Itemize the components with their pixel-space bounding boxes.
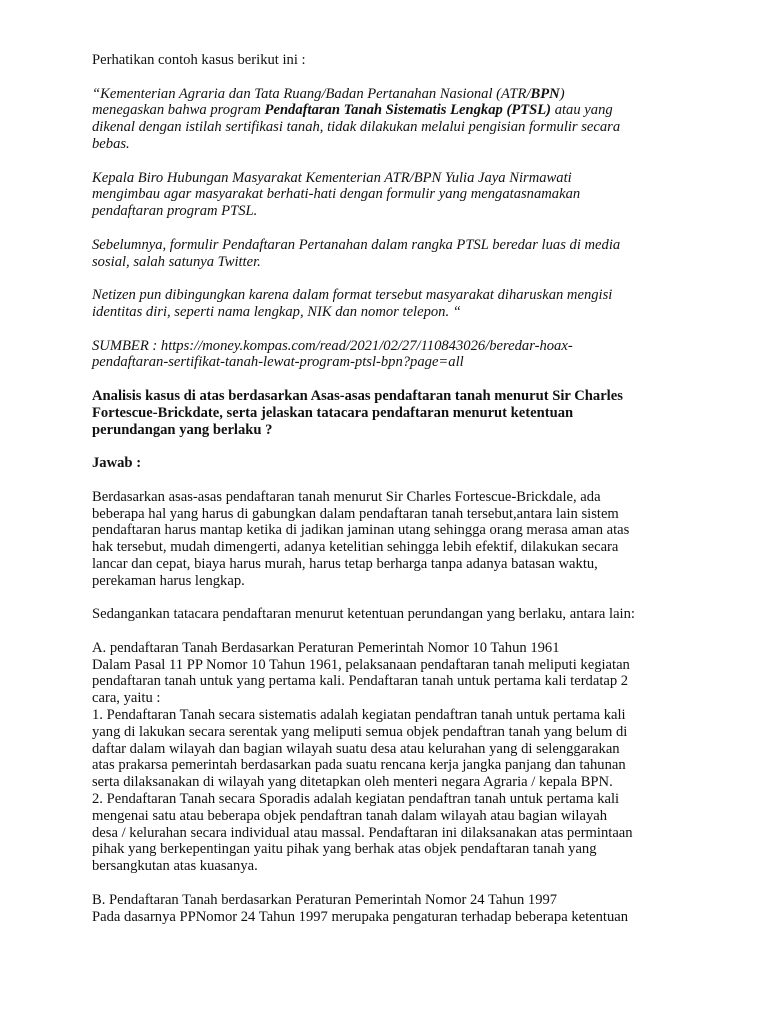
quote-line: bebas. bbox=[92, 135, 130, 152]
answer-line: pendaftaran harus mantap ketika di jadikan jaminan utang sehingga orang merasa aman atas bbox=[92, 522, 630, 539]
section-b bbox=[92, 892, 682, 926]
section-a-line: pihak yang berkepentingan yaitu pihak yang berhak atas objek pendaftaran tanah yang bbox=[92, 841, 597, 858]
section-a-line: atas prakarsa pemerintah berdasarkan pada suatu rencana kerja jangka panjang dan tahunan bbox=[92, 757, 626, 774]
quote-paragraph-1 bbox=[92, 86, 682, 153]
quote-line: mengimbau agar masyarakat berhati-hati dengan formulir yang mengatasnamakan bbox=[92, 186, 581, 203]
section-a-line: daftar dalam wilayah dan bagian wilayah suatu desa atau kelurahan yang di selenggarakan bbox=[92, 740, 620, 757]
quote-line bbox=[92, 86, 682, 103]
answer-line: perekaman harus lengkap. bbox=[92, 572, 245, 589]
document-page bbox=[92, 52, 682, 942]
section-a-line: yang di lakukan secara serentak yang meliputi semua objek pendaftran tanah yang belum di bbox=[92, 723, 628, 740]
answer-paragraph-2 bbox=[92, 606, 682, 623]
quote-line: identitas diri, seperti nama lengkap, NIK dan nomor telepon. “ bbox=[92, 303, 461, 320]
answer-line: Berdasarkan asas-asas pendaftaran tanah menurut Sir Charles Fortescue-Brickdale, ada bbox=[92, 488, 601, 505]
quote-line: pendaftaran program PTSL. bbox=[92, 203, 258, 220]
question-line: Analisis kasus di atas berdasarkan Asas-asas pendaftaran tanah menurut Sir Charles bbox=[92, 387, 623, 404]
answer-line: lancar dan cepat, biaya harus murah, harus tetap berharga tanpa adanya batasan waktu, bbox=[92, 555, 598, 572]
quote-paragraph-4 bbox=[92, 287, 682, 321]
quote-line-part: ) bbox=[559, 85, 565, 102]
answer-line: beberapa hal yang harus di gabungkan dalam pendaftaran tanah tersebut,antara lain sistem bbox=[92, 505, 619, 522]
answer-line: hak tersebut, mudah dimengerti, adanya ketelitian sehingga lebih efektif, dilakukan secara bbox=[92, 539, 619, 556]
section-a-line: bersangkutan atas kuasanya. bbox=[92, 858, 258, 875]
answer-paragraph-1 bbox=[92, 489, 682, 590]
section-b-heading: B. Pendaftaran Tanah berdasarkan Peraturan Pemerintah Nomor 24 Tahun 1997 bbox=[92, 891, 558, 908]
intro-line: Perhatikan contoh kasus berikut ini : bbox=[92, 52, 306, 68]
quote-line: Netizen pun dibingungkan karena dalam format tersebut masyarakat diharuskan mengisi bbox=[92, 287, 613, 304]
answer-line: Sedangankan tatacara pendaftaran menurut ketentuan perundangan yang berlaku, antara lain: bbox=[92, 606, 635, 623]
section-b-line: Pada dasarnya PPNomor 24 Tahun 1997 merupaka pengaturan terhadap beberapa ketentuan bbox=[92, 908, 629, 925]
section-a-line: pendaftaran tanah untuk yang pertama kali. Pendaftaran tanah untuk pertama kali terdatap 2 bbox=[92, 673, 629, 690]
section-a-line: Dalam Pasal 11 PP Nomor 10 Tahun 1961, pelaksanaan pendaftaran tanah meliputi kegiatan bbox=[92, 656, 630, 673]
intro-text bbox=[92, 52, 682, 69]
section-a-line: cara, yaitu : bbox=[92, 690, 161, 707]
section-a-line: serta dilaksanakan di wilayah yang ditetapkan oleh menteri negara Agraria / kepala BPN. bbox=[92, 774, 613, 791]
quote-line-part: menegaskan bahwa program bbox=[92, 102, 265, 119]
quote-paragraph-3 bbox=[92, 237, 682, 271]
quote-line: sosial, salah satunya Twitter. bbox=[92, 253, 261, 270]
source-citation bbox=[92, 338, 682, 372]
answer-label bbox=[92, 455, 682, 472]
quote-bold-bpn: BPN bbox=[530, 85, 560, 102]
quote-line: Sebelumnya, formulir Pendaftaran Pertanahan dalam rangka PTSL beredar luas di media bbox=[92, 236, 621, 253]
section-a-item-1: 1. Pendaftaran Tanah secara sistematis adalah kegiatan pendaftran tanah untuk pertama kali bbox=[92, 707, 626, 724]
section-a-item-2: 2. Pendaftaran Tanah secara Sporadis adalah kegiatan pendaftran tanah untuk pertama kali bbox=[92, 791, 620, 808]
section-a-heading: A. pendaftaran Tanah Berdasarkan Peraturan Pemerintah Nomor 10 Tahun 1961 bbox=[92, 639, 560, 656]
quote-line: Kepala Biro Hubungan Masyarakat Kementerian ATR/BPN Yulia Jaya Nirmawati bbox=[92, 169, 572, 186]
quote-line-part: “Kementerian Agraria dan Tata Ruang/Badan Pertanahan Nasional (ATR/ bbox=[92, 85, 531, 102]
quote-line bbox=[92, 102, 682, 119]
question-text bbox=[92, 388, 682, 438]
source-line: SUMBER : https://money.kompas.com/read/2021/02/27/110843026/beredar-hoax- bbox=[92, 337, 573, 354]
quote-paragraph-2 bbox=[92, 170, 682, 220]
source-line: pendaftaran-sertifikat-tanah-lewat-program-ptsl-bpn?page=all bbox=[92, 354, 464, 371]
section-a-line: mengenai satu atau beberapa objek pendaftran tanah dalam wilayah atau bagian wilayah bbox=[92, 807, 608, 824]
quote-line: dikenal dengan istilah sertifikasi tanah, tidak dilakukan melalui pengisian formulir secara bbox=[92, 119, 621, 136]
answer-label-line: Jawab : bbox=[92, 455, 142, 472]
quote-line-part: atau yang bbox=[551, 102, 613, 119]
section-a bbox=[92, 640, 682, 875]
section-a-line: desa / kelurahan secara individual atau massal. Pendaftaran ini dilaksanakan atas permintaan bbox=[92, 824, 633, 841]
question-line: perundangan yang berlaku ? bbox=[92, 421, 273, 438]
quote-bold-ptsl: Pendaftaran Tanah Sistematis Lengkap (PTSL) bbox=[264, 102, 552, 119]
question-line: Fortescue-Brickdate, serta jelaskan tatacara pendaftaran menurut ketentuan bbox=[92, 404, 574, 421]
